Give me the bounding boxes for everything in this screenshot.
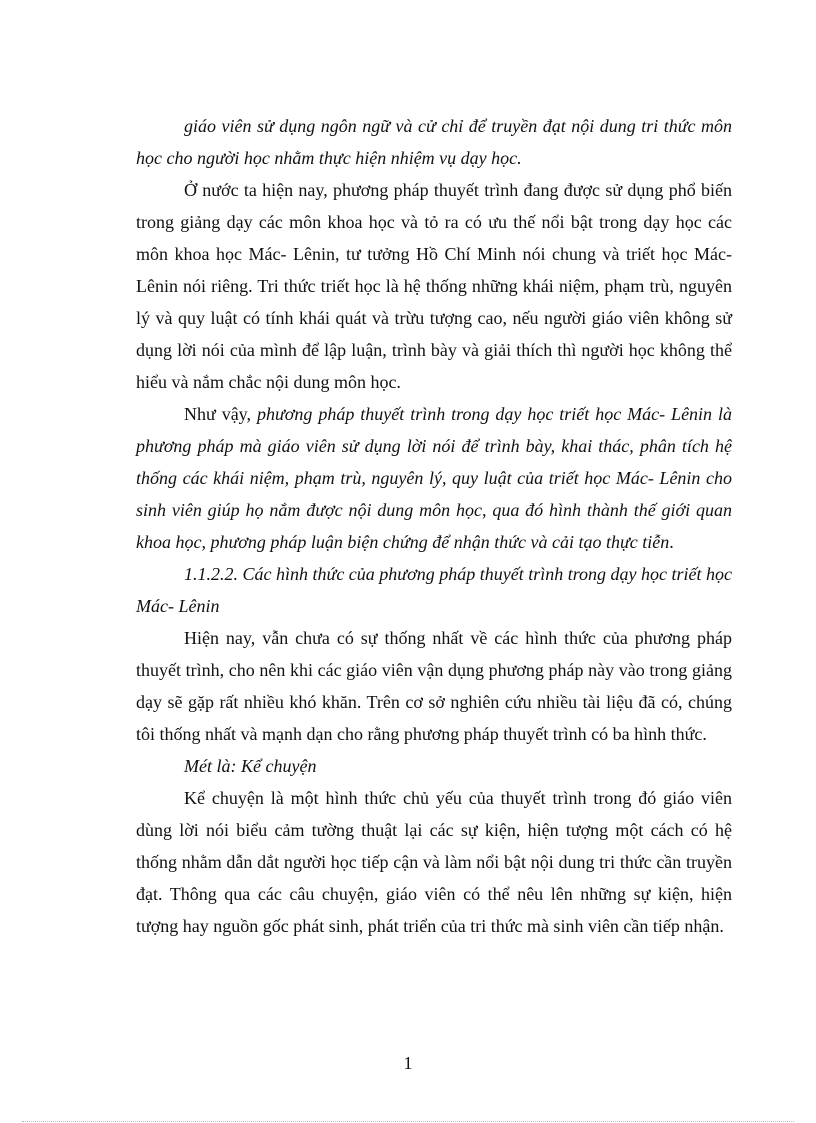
paragraph-forms: Hiện nay, vẫn chưa có sự thống nhất về các hình thức của phương pháp thuyết trình, cho nên khi các giáo viên vận dụng phương pháp này vào trong giảng dạy sẽ gặp rất nhiều khó khăn. Trên cơ sở nghiên cứu nhiều tài liệu đã có, chúng tôi thống nhất và mạnh dạn cho rằng phương pháp thuyết trình có ba hình thức. (136, 628, 732, 744)
page-bottom-border (22, 1121, 794, 1122)
paragraph-definition-end: giáo viên sử dụng ngôn ngữ và cử chỉ để truyền đạt nội dung tri thức môn học cho người học nhằm thực hiện nhiệm vụ dạy học. (136, 116, 732, 168)
page-number: 1 (403, 1053, 413, 1073)
paragraph-current-usage: Ở nước ta hiện nay, phương pháp thuyết trình đang được sử dụng phổ biến trong giảng dạy các môn khoa học và tỏ ra có ưu thế nổi bật trong dạy học các môn khoa học Mác- Lênin, tư tưởng Hồ Chí Minh nói chung và triết học Mác- Lênin nói riêng. Tri thức triết học là hệ thống những khái niệm, phạm trù, nguyên lý và quy luật có tính khái quát và trừu tượng cao, nếu người giáo viên không sử dụng lời nói của mình để lập luận, trình bày và giải thích thì người học không thể hiểu và nắm chắc nội dung môn học. (136, 180, 732, 392)
page-content (136, 110, 732, 942)
paragraph-definition (136, 398, 732, 558)
section-heading: 1.1.2.2. Các hình thức của phương pháp thuyết trình trong dạy học triết học Mác- Lênin (136, 564, 733, 616)
paragraph-definition-italic: phương pháp thuyết trình trong dạy học triết học Mác- Lênin là phương pháp mà giáo viên sử dụng lời nói để trình bày, khai thác, phân tích hệ thống các khái niệm, phạm trù, nguyên lý, quy luật của triết học Mác- Lênin cho sinh viên giúp họ nắm được nội dung môn học, qua đó hình thành thế giới quan khoa học, phương pháp luận biện chứng để nhận thức và cải tạo thực tiễn (136, 404, 733, 552)
paragraph-lead: Như vậy, (184, 404, 257, 424)
paragraph-end-punct: . (669, 532, 674, 552)
subheading-storytelling: Mét là: Kể chuyện (184, 756, 317, 776)
paragraph-storytelling: Kể chuyện là một hình thức chủ yếu của thuyết trình trong đó giáo viên dùng lời nói biểu cảm tường thuật lại các sự kiện, hiện tượng một cách có hệ thống nhằm dẫn dắt người học tiếp cận và làm nổi bật nội dung tri thức cần truyền đạt. Thông qua các câu chuyện, giáo viên có thể nêu lên những sự kiện, hiện tượng hay nguồn gốc phát sinh, phát triển của tri thức mà sinh viên cần tiếp nhận. (136, 788, 732, 936)
